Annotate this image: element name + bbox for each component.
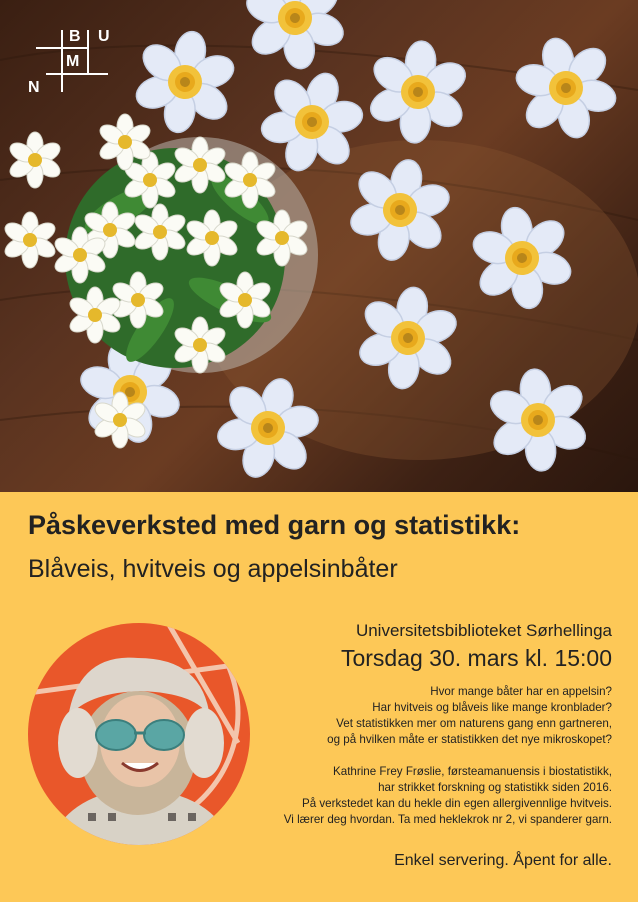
question-line: Har hvitveis og blåveis like mange kronblader? [372, 701, 612, 714]
event-title: Påskeverksted med garn og statistikk: [28, 510, 521, 540]
about-line: På verkstedet kan du hekle din egen allergivennlige hvitveis. [301, 797, 612, 810]
footer-note: Enkel servering. Åpent for alle. [394, 852, 612, 869]
logo-letter-b: B [69, 28, 81, 45]
logo-letter-u: U [98, 28, 110, 45]
about-paragraph [252, 764, 612, 828]
logo-letter-m: M [66, 53, 80, 70]
nbmu-logo [26, 26, 118, 98]
event-datetime: Torsdag 30. mars kl. 15:00 [340, 645, 612, 671]
event-venue: Universitetsbiblioteket Sørhellinga [355, 621, 612, 640]
question-line: Hvor mange båter har en appelsin? [430, 685, 612, 698]
about-line: Vi lærer deg hvordan. Ta med heklekrok nr 2, vi spanderer garn. [283, 813, 612, 826]
question-line: og på hvilken måte er statistikken det nye mikroskopet? [327, 733, 612, 746]
speaker-photo-illustration [28, 623, 250, 845]
logo-letter-n: N [28, 79, 40, 96]
question-line: Vet statistikken mer om naturens gang enn gartneren, [336, 717, 612, 730]
event-subtitle: Blåveis, hvitveis og appelsinbåter [28, 555, 398, 583]
questions-paragraph [252, 684, 612, 748]
about-line: har strikket forskning og statistikk siden 2016. [378, 781, 612, 794]
about-line: Kathrine Frey Frøslie, førsteamanuensis i biostatistikk, [333, 765, 612, 778]
speaker-portrait [28, 623, 250, 845]
